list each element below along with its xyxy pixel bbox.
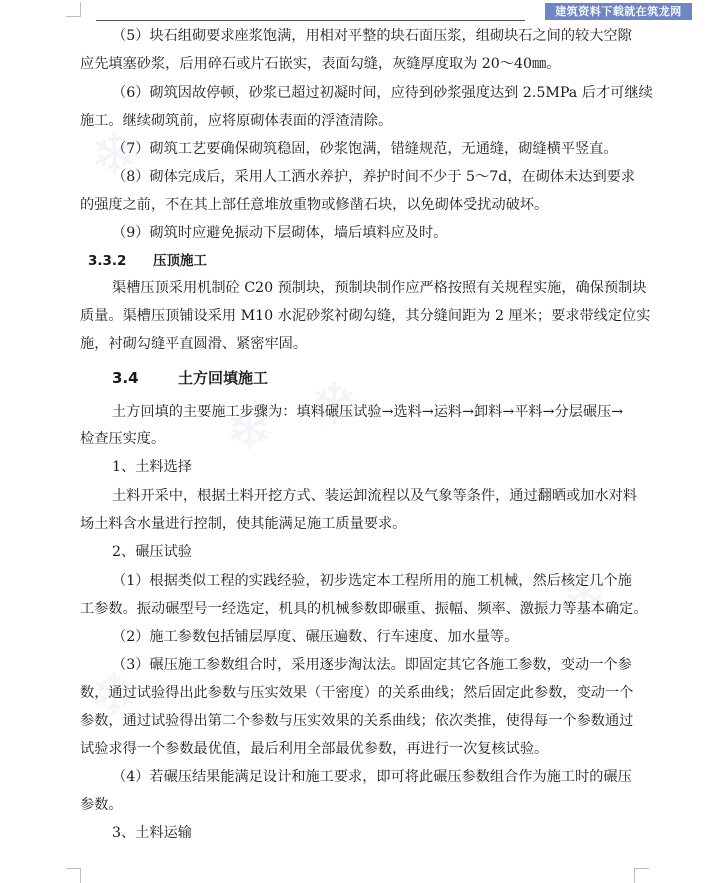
paragraph-line: 渠槽压顶采用机制砼 C20 预制块，预制块制作应严格按照有关规程实施，确保预制块 [112,280,647,296]
subsection-number: 3.3.2 [88,253,127,269]
section-number: 3.4 [112,369,139,387]
paragraph-line: 土方回填的主要施工步骤为：填料碾压试验→选料→运料→卸料→平料→分层碾压→ [112,404,624,420]
paragraph-line: 应先填塞砂浆，后用碎石或片石嵌实，表面勾缝，灰缝厚度取为 20～40㎜。 [80,56,561,72]
paragraph-line: 场土料含水量进行控制，使其能满足施工质量要求。 [80,516,407,532]
paragraph-line: 施，衬砌勾缝平直圆滑、紧密牢固。 [80,336,308,352]
paragraph-line: （2）施工参数包括铺层厚度、碾压遍数、行车速度、加水量等。 [112,629,519,645]
subsection-title: 压顶施工 [153,253,207,269]
paragraph-line: 参数，通过试验得出第二个参数与压实效果的关系曲线；依次类推，使得每一个参数通过 [80,713,634,729]
crop-mark-bottom-right [634,868,649,883]
paragraph-line: （9）砌筑时应避免振动下层砌体，墙后填料应及时。 [112,225,448,241]
paragraph-line: 参数。 [80,797,123,813]
paragraph-line: 质量。渠槽压顶铺设采用 M10 水泥砂浆衬砌勾缝，其分缝间距为 2 厘米；要求带线定位实 [80,308,651,324]
watermark-banner: 建筑资料下载就在筑龙网 [545,3,692,20]
header-rule [96,20,525,21]
snowflake-watermark-icon: ❄ [90,660,139,728]
paragraph-line: （5）块石组砌要求座浆饱满，用相对平整的块石面压浆，组砌块石之间的较大空隙 [112,28,632,44]
snowflake-watermark-icon: ❄ [225,395,274,463]
paragraph-line: （7）砌筑工艺要确保砌筑稳固，砂浆饱满，错缝规范，无通缝，砌缝横平竖直。 [112,141,618,157]
paragraph-line: （4）若碾压结果能满足设计和施工要求，即可将此碾压参数组合作为施工时的碾压 [112,769,632,785]
paragraph-line: 土料开采中，根据土料开挖方式、装运卸流程以及气象等条件，通过翻晒或加水对料 [112,488,637,504]
paragraph-line: 施工。继续砌筑前，应将原砌体表面的浮渣清除。 [80,113,393,129]
snowflake-watermark-icon: ❄ [560,560,609,628]
paragraph-line: 试验求得一个参数最优值，最后利用全部最优参数，再进行一次复核试验。 [80,741,549,757]
list-heading: 1、土料选择 [112,459,192,475]
paragraph-line: （6）砌筑因故停顿，砂浆已超过初凝时间，应待到砂浆强度达到 2.5MPa 后才可继续 [112,85,653,101]
list-heading: 2、碾压试验 [112,544,192,560]
paragraph-line: （8）砌体完成后，采用人工洒水养护，养护时间不少于 5～7d，在砌体未达到要求 [112,169,636,185]
paragraph-line: 工参数。振动碾型号一经选定，机具的机械参数即碾重、振幅、频率、激振力等基本确定。 [80,601,648,617]
section-title: 土方回填施工 [178,369,269,387]
list-heading: 3、土料运输 [112,825,192,841]
paragraph-line: （1）根据类似工程的实践经验，初步选定本工程所用的施工机械，然后核定几个施 [112,573,632,589]
crop-mark-top-left [66,2,81,17]
paragraph-line: 检查压实度。 [80,431,166,447]
paragraph-line: 的强度之前，不在其上部任意堆放重物或修凿石块，以免砌体受扰动破坏。 [80,197,549,213]
snowflake-watermark-icon: ❄ [310,370,359,438]
paragraph-line: 数，通过试验得出此参数与压实效果（干密度）的关系曲线；然后固定此参数，变动一个 [80,685,634,701]
crop-mark-bottom-left [66,868,81,883]
paragraph-line: （3）碾压施工参数组合时，采用逐步淘汰法。即固定其它各施工参数，变动一个参 [112,657,632,673]
snowflake-watermark-icon: ❄ [90,120,139,188]
